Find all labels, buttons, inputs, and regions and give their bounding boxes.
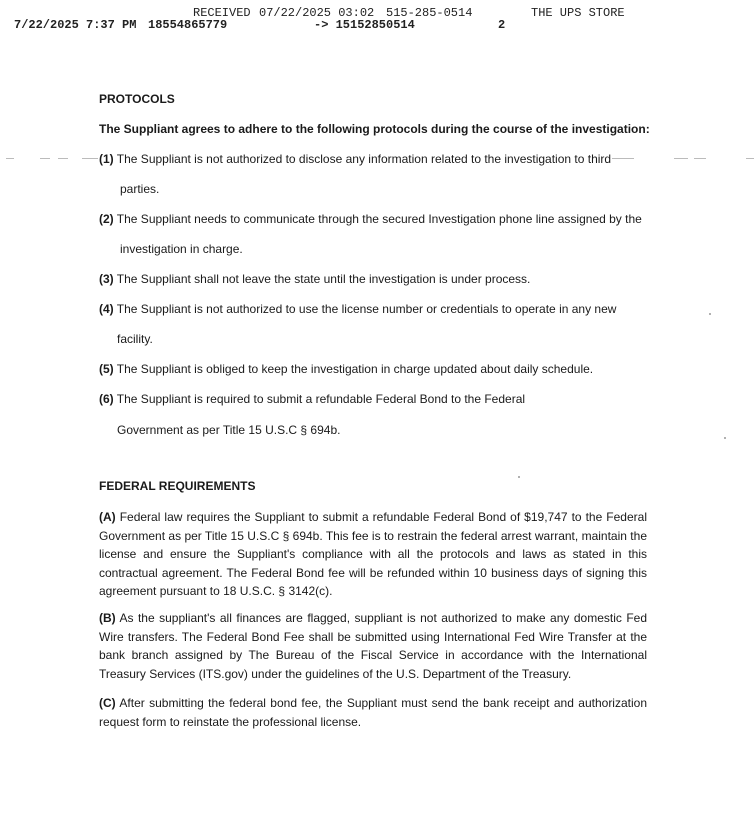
protocol-number: (5) xyxy=(99,362,114,376)
protocols-intro: The Suppliant agrees to adhere to the following protocols during the course of the investigation: xyxy=(99,122,650,136)
protocols-heading: PROTOCOLS xyxy=(99,92,175,106)
protocol-item-4 xyxy=(99,302,616,316)
protocol-text: The Suppliant is required to submit a refundable Federal Bond to the Federal xyxy=(116,392,526,406)
scan-artifact xyxy=(694,158,706,159)
scan-artifact xyxy=(40,158,50,159)
fax-received-datetime: 07/22/2025 03:02 xyxy=(259,6,375,20)
protocol-item-4-cont: facility. xyxy=(117,332,153,346)
paragraph-label: (B) xyxy=(99,611,116,625)
scan-artifact xyxy=(709,313,711,315)
protocol-item-6-cont: Government as per Title 15 U.S.C § 694b. xyxy=(117,423,341,437)
scan-artifact xyxy=(746,158,754,159)
fax-from-number: 18554865779 xyxy=(148,18,228,32)
protocol-item-2 xyxy=(99,212,642,226)
protocol-item-1 xyxy=(99,152,611,166)
federal-paragraph-a xyxy=(99,508,647,601)
federal-heading: FEDERAL REQUIREMENTS xyxy=(99,479,256,493)
scan-artifact xyxy=(674,158,688,159)
paragraph-label: (C) xyxy=(99,696,116,710)
scan-artifact xyxy=(58,158,68,159)
fax-to-number: -> 15152850514 xyxy=(314,18,415,32)
protocol-number: (2) xyxy=(99,212,114,226)
protocol-text: The Suppliant is not authorized to use the license number or credentials to operate in any new xyxy=(116,302,617,316)
scan-artifact xyxy=(724,437,726,439)
protocol-item-6 xyxy=(99,392,525,406)
protocol-text: The Suppliant shall not leave the state until the investigation is under process. xyxy=(116,272,531,286)
protocol-text: The Suppliant is not authorized to disclose any information related to the investigation to third xyxy=(116,152,612,166)
protocol-number: (4) xyxy=(99,302,114,316)
paragraph-label: (A) xyxy=(99,510,116,524)
scan-artifact xyxy=(82,158,98,159)
protocol-text: The Suppliant needs to communicate through the secured Investigation phone line assigned by the xyxy=(116,212,642,226)
protocol-item-1-cont: parties. xyxy=(120,182,160,196)
scan-artifact xyxy=(612,158,634,159)
scan-artifact xyxy=(518,476,520,478)
scan-artifact xyxy=(6,158,14,159)
protocol-item-3 xyxy=(99,272,530,286)
federal-paragraph-c xyxy=(99,694,647,731)
protocol-number: (3) xyxy=(99,272,114,286)
protocol-item-2-cont: investigation in charge. xyxy=(120,242,243,256)
protocol-number: (6) xyxy=(99,392,114,406)
protocol-item-5 xyxy=(99,362,593,376)
protocol-text: The Suppliant is obliged to keep the investigation in charge updated about daily schedule. xyxy=(116,362,594,376)
fax-page-number: 2 xyxy=(498,18,506,32)
fax-received-label: RECEIVED xyxy=(193,6,251,20)
paragraph-text: Federal law requires the Suppliant to submit a refundable Federal Bond of $19,747 to the Federal Government as per Title 15 U.S.C § 694b. This fee is to restrain the federal arrest warrant, maintain the license and ensure the Suppliant's compliance with all the protocols and laws as stated in this contractual agreement. The Federal Bond fee will be refunded within 10 business days of signing this agreement pursuant to 18 U.S.C. § 3142(c). xyxy=(99,510,647,598)
fax-phone-top: 515-285-0514 xyxy=(386,6,473,20)
federal-paragraph-b xyxy=(99,609,647,683)
fax-sent-datetime: 7/22/2025 7:37 PM xyxy=(14,18,137,32)
paragraph-text: After submitting the federal bond fee, the Suppliant must send the bank receipt and authorization request form to reinstate the professional license. xyxy=(99,696,647,729)
paragraph-text: As the suppliant's all finances are flagged, suppliant is not authorized to make any domestic Fed Wire transfers. The Federal Bond Fee shall be submitted using International Fed Wire Transfer at the bank branch assigned by The Bureau of the Fiscal Service in accordance with the International Treasury Services (ITS.gov) under the guidelines of the U.S. Department of the Treasury. xyxy=(99,611,648,681)
protocol-number: (1) xyxy=(99,152,114,166)
fax-store-name: THE UPS STORE xyxy=(531,6,625,20)
